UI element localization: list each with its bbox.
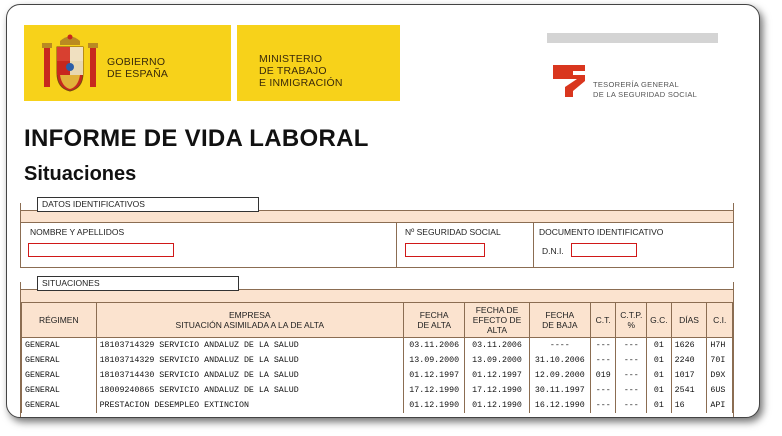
coat-of-arms-icon <box>38 33 102 95</box>
cell-regimen: GENERAL <box>22 398 97 413</box>
section-band <box>21 289 733 303</box>
cell-gc: 01 <box>647 368 672 383</box>
col-ctp <box>616 303 647 338</box>
cell-ctp: --- <box>616 383 647 398</box>
cell-ci: 6US <box>707 383 733 398</box>
cell-ci: 70I <box>707 353 733 368</box>
situaciones-table <box>21 302 733 413</box>
cell-baja: 30.11.1997 <box>529 383 590 398</box>
cell-baja: 12.09.2000 <box>529 368 590 383</box>
cell-ctp: --- <box>616 398 647 413</box>
cell-ct: 019 <box>590 368 616 383</box>
cell-baja: 16.12.1990 <box>529 398 590 413</box>
baja-line2: DE BAJA <box>542 320 578 330</box>
dni-field[interactable] <box>571 243 637 257</box>
cell-regimen: GENERAL <box>22 368 97 383</box>
cell-gc: 01 <box>647 353 672 368</box>
tgss-text <box>593 80 697 100</box>
cell-regimen: GENERAL <box>22 353 97 368</box>
fecha-alta-line1: FECHA <box>419 310 449 320</box>
cell-regimen: GENERAL <box>22 338 97 354</box>
col-efecto-alta <box>465 303 529 338</box>
cell-ci: H7H <box>707 338 733 354</box>
col-ct: C.T. <box>590 303 616 338</box>
tgss-line1: TESORERÍA GENERAL <box>593 80 679 89</box>
cell-alta: 03.11.2006 <box>404 338 465 354</box>
document-frame <box>6 4 760 418</box>
cell-ctp: --- <box>616 353 647 368</box>
col-empresa <box>96 303 403 338</box>
empresa-header-line2: SITUACIÓN ASIMILADA A LA DE ALTA <box>175 320 325 330</box>
baja-line1: FECHA <box>545 310 575 320</box>
ministerio-logo <box>237 25 400 101</box>
table-row <box>22 398 733 413</box>
cell-regimen: GENERAL <box>22 383 97 398</box>
ministerio-text <box>259 53 343 89</box>
gobierno-line1: GOBIERNO <box>107 56 166 68</box>
nombre-label: NOMBRE Y APELLIDOS <box>30 227 125 237</box>
cell-alta: 17.12.1990 <box>404 383 465 398</box>
cell-alta: 01.12.1997 <box>404 368 465 383</box>
col-fecha-baja <box>529 303 590 338</box>
cell-empresa: 18009240865 SERVICIO ANDALUZ DE LA SALUD <box>96 383 403 398</box>
table-row <box>22 383 733 398</box>
cell-ct: --- <box>590 338 616 354</box>
header-grey-bar <box>547 33 718 43</box>
cell-ctp: --- <box>616 338 647 354</box>
gobierno-logo <box>24 25 231 101</box>
cell-empresa: PRESTACION DESEMPLEO EXTINCION <box>96 398 403 413</box>
ctp-line1: C.T.P. <box>620 310 643 320</box>
cell-empresa: 18103714430 SERVICIO ANDALUZ DE LA SALUD <box>96 368 403 383</box>
efecto-line1: FECHA DE <box>475 305 519 315</box>
document-title: INFORME DE VIDA LABORAL <box>24 125 369 152</box>
ctp-line2: % <box>627 320 636 330</box>
efecto-line2: EFECTO DE <box>472 315 522 325</box>
situaciones-section <box>20 278 734 418</box>
nombre-field[interactable] <box>28 243 174 257</box>
gobierno-line2: DE ESPAÑA <box>107 68 169 80</box>
documento-label: DOCUMENTO IDENTIFICATIVO <box>539 227 664 237</box>
table-row <box>22 368 733 383</box>
cell-efecto: 17.12.1990 <box>465 383 529 398</box>
cell-efecto: 01.12.1990 <box>465 398 529 413</box>
divider <box>396 222 397 267</box>
cell-gc: 01 <box>647 338 672 354</box>
cell-ct: --- <box>590 383 616 398</box>
col-gc: G.C. <box>647 303 672 338</box>
cell-ct: --- <box>590 398 616 413</box>
cell-baja: 31.10.2006 <box>529 353 590 368</box>
document-subtitle: Situaciones <box>24 163 137 185</box>
col-dias: DÍAS <box>671 303 707 338</box>
fecha-alta-line2: DE ALTA <box>417 320 452 330</box>
cell-alta: 13.09.2000 <box>404 353 465 368</box>
cell-dias: 16 <box>671 398 707 413</box>
tgss-logo-icon <box>551 61 587 99</box>
table-row <box>22 338 733 354</box>
cell-baja: ---- <box>529 338 590 354</box>
col-fecha-alta <box>404 303 465 338</box>
divider <box>533 222 534 267</box>
cell-ct: --- <box>590 353 616 368</box>
cell-ctp: --- <box>616 368 647 383</box>
cell-dias: 2541 <box>671 383 707 398</box>
datos-section-label: DATOS IDENTIFICATIVOS <box>37 197 259 212</box>
ministerio-line1: MINISTERIO <box>259 53 323 65</box>
situaciones-section-label: SITUACIONES <box>37 276 239 291</box>
cell-efecto: 01.12.1997 <box>465 368 529 383</box>
cell-ci: API <box>707 398 733 413</box>
cell-efecto: 13.09.2000 <box>465 353 529 368</box>
tgss-line2: DE LA SEGURIDAD SOCIAL <box>593 90 698 99</box>
col-ci: C.I. <box>707 303 733 338</box>
datos-identificativos-section <box>20 199 734 268</box>
cell-empresa: 18103714329 SERVICIO ANDALUZ DE LA SALUD <box>96 353 403 368</box>
cell-empresa: 18103714329 SERVICIO ANDALUZ DE LA SALUD <box>96 338 403 354</box>
empresa-header-line1: EMPRESA <box>229 310 271 320</box>
cell-alta: 01.12.1990 <box>404 398 465 413</box>
col-regimen: RÉGIMEN <box>22 303 97 338</box>
cell-dias: 1626 <box>671 338 707 354</box>
cell-gc: 01 <box>647 383 672 398</box>
table-header-row <box>22 303 733 338</box>
cell-dias: 1017 <box>671 368 707 383</box>
efecto-line3: ALTA <box>487 325 507 335</box>
cell-ci: D9X <box>707 368 733 383</box>
table-row <box>22 353 733 368</box>
cell-efecto: 03.11.2006 <box>465 338 529 354</box>
cell-dias: 2240 <box>671 353 707 368</box>
nss-label: Nº SEGURIDAD SOCIAL <box>405 227 501 237</box>
ministerio-line3: E INMIGRACIÓN <box>259 77 343 89</box>
cell-gc: 01 <box>647 398 672 413</box>
ministerio-line2: DE TRABAJO <box>259 65 327 77</box>
gobierno-text <box>107 56 168 80</box>
nss-field[interactable] <box>405 243 485 257</box>
dni-label: D.N.I. <box>542 246 564 256</box>
